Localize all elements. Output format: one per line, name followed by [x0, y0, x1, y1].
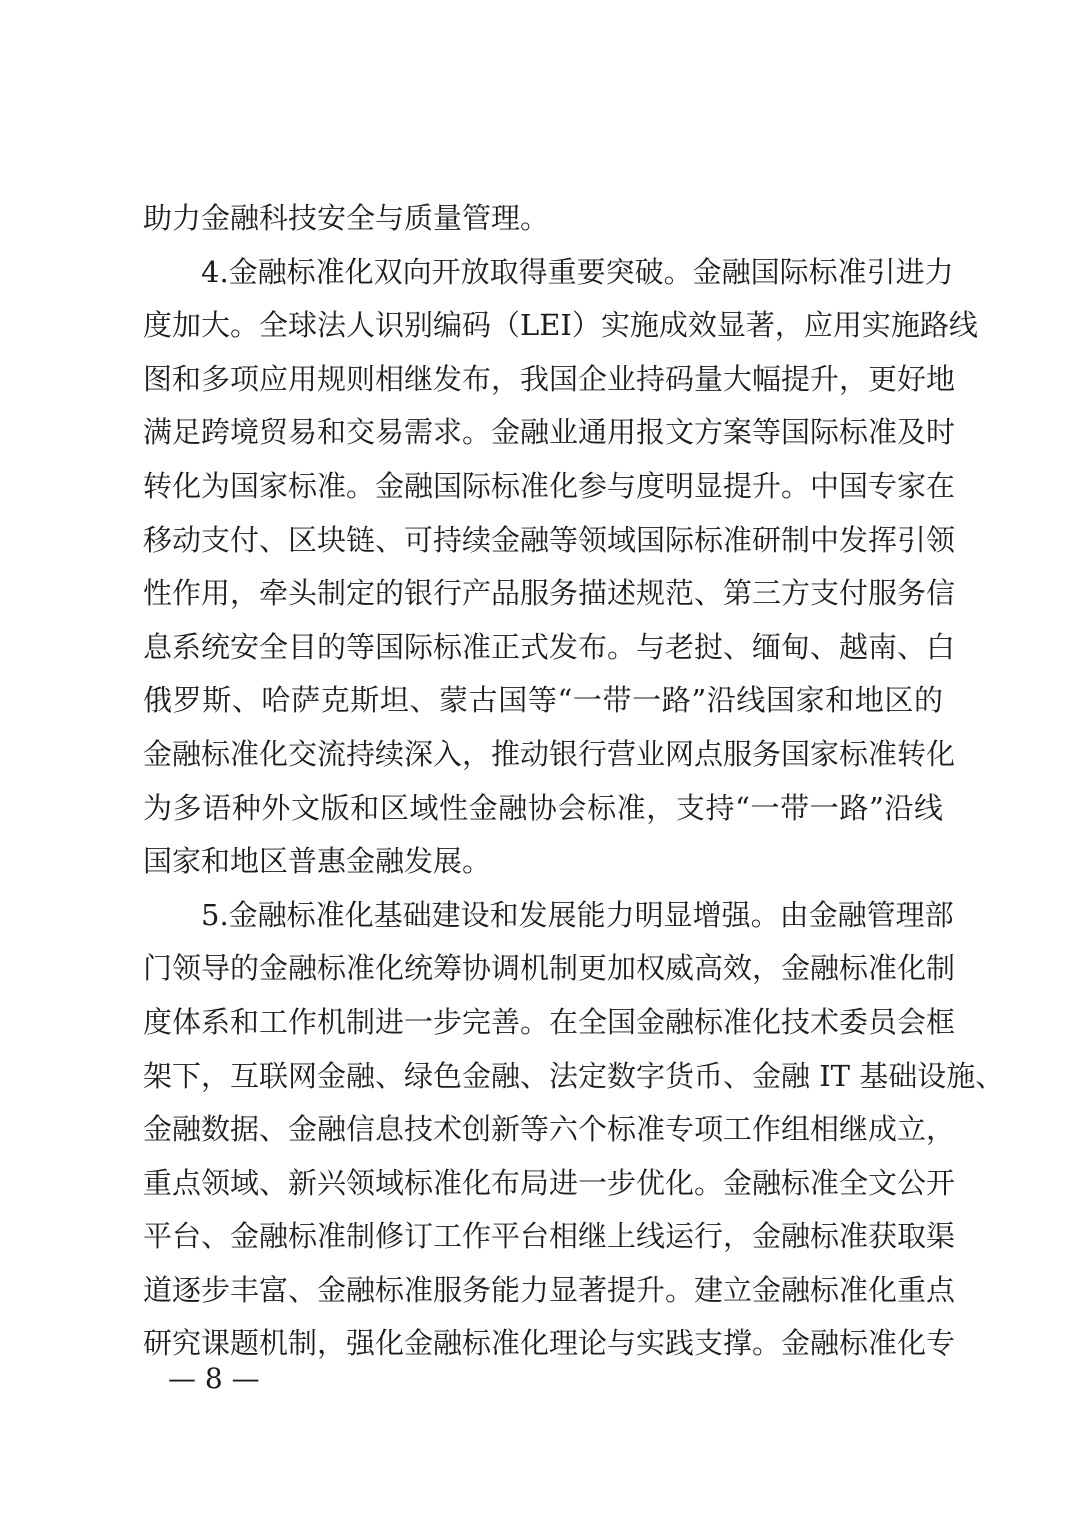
text-line: 性作用，牵头制定的银行产品服务描述规范、第三方支付服务信	[143, 576, 956, 611]
body-text	[143, 192, 1005, 1371]
text-line: 重点领域、新兴领域标准化布局进一步优化。金融标准全文公开	[143, 1165, 956, 1200]
text-line: 俄罗斯、哈萨克斯坦、蒙古国等“一带一路”沿线国家和地区的	[143, 683, 943, 718]
text-line: 金融数据、金融信息技术创新等六个标准专项工作组相继成立，	[143, 1112, 956, 1147]
text-line: 度加大。全球法人识别编码（LEI）实施成效显著，应用实施路线	[143, 308, 978, 343]
text-line: 移动支付、区块链、可持续金融等领域国际标准研制中发挥引领	[143, 522, 956, 557]
text-line: 助力金融科技安全与质量管理。	[143, 201, 550, 235]
text-line: 4.金融标准化双向开放取得重要突破。金融国际标准引进力	[201, 254, 954, 289]
text-line: 门领导的金融标准化统筹协调机制更加权威高效，金融标准化制	[143, 951, 956, 986]
text-line: 金融标准化交流持续深入，推动银行营业网点服务国家标准转化	[143, 736, 956, 771]
text-line: 架下，互联网金融、绿色金融、法定数字货币、金融 IT 基础设施、	[143, 1058, 1005, 1093]
text-line: 转化为国家标准。金融国际标准化参与度明显提升。中国专家在	[143, 468, 956, 503]
text-line: 图和多项应用规则相继发布，我国企业持码量大幅提升，更好地	[143, 361, 956, 396]
page-number: — 8 —	[168, 1362, 260, 1395]
text-line: 为多语种外文版和区域性金融协会标准，支持“一带一路”沿线	[143, 790, 943, 825]
text-line: 满足跨境贸易和交易需求。金融业通用报文方案等国际标准及时	[143, 415, 956, 450]
text-line: 研究课题机制，强化金融标准化理论与实践支撑。金融标准化专	[143, 1326, 956, 1361]
text-line: 息系统安全目的等国际标准正式发布。与老挝、缅甸、越南、白	[143, 629, 956, 664]
text-line: 道逐步丰富、金融标准服务能力显著提升。建立金融标准化重点	[143, 1272, 956, 1307]
text-line: 5.金融标准化基础建设和发展能力明显增强。由金融管理部	[201, 897, 954, 932]
text-line: 国家和地区普惠金融发展。	[143, 844, 492, 879]
text-line: 度体系和工作机制进一步完善。在全国金融标准化技术委员会框	[143, 1004, 956, 1039]
text-line: 平台、金融标准制修订工作平台相继上线运行，金融标准获取渠	[143, 1219, 956, 1254]
